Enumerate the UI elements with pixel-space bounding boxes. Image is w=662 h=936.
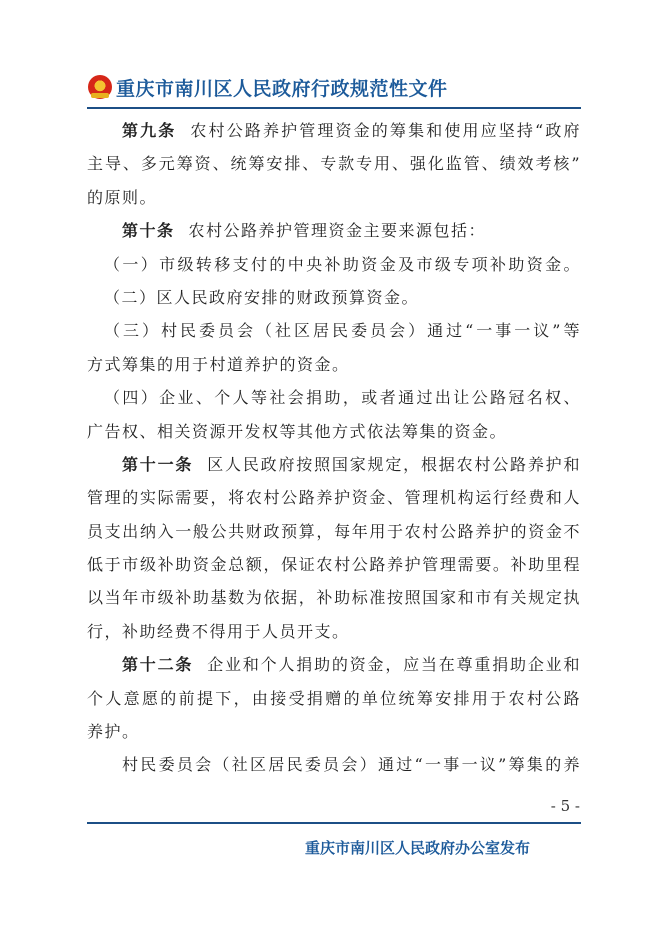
line-text: （一）市级转移支付的中央补助资金及市级专项补助资金。 — [104, 254, 581, 274]
text-line — [87, 615, 581, 648]
line-text: 管理的实际需要，将农村公路养护资金、管理机构运行经费和人 — [87, 488, 581, 508]
text-line — [87, 715, 581, 748]
line-text: （三）村民委员会（社区居民委员会）通过“一事一议”等 — [104, 321, 581, 341]
line-text: 的原则。 — [87, 187, 158, 207]
text-line — [87, 481, 581, 514]
text-line — [87, 682, 581, 715]
line-text: 区人民政府按照国家规定，根据农村公路养护和 — [207, 454, 581, 474]
article-heading: 第十一条 — [122, 454, 194, 474]
national-emblem-icon — [88, 75, 112, 99]
line-text: 村民委员会（社区居民委员会）通过“一事一议”筹集的养 — [122, 755, 581, 775]
text-line — [87, 348, 581, 381]
text-line — [87, 181, 581, 214]
header-divider — [87, 107, 581, 109]
text-line — [87, 147, 581, 180]
line-text: 广告权、相关资源开发权等其他方式依法筹集的资金。 — [87, 421, 508, 441]
line-text: （四）企业、个人等社会捐助，或者通过出让公路冠名权、 — [104, 388, 581, 408]
text-line — [87, 114, 581, 147]
header-title: 重庆市南川区人民政府行政规范性文件 — [116, 77, 448, 100]
line-text: （二）区人民政府安排的财政预算资金。 — [104, 287, 420, 307]
document-header — [88, 72, 448, 102]
line-text: 员支出纳入一般公共财政预算，每年用于农村公路养护的资金不 — [87, 521, 581, 541]
text-line — [87, 415, 581, 448]
line-text: 以当年市级补助基数为依据，补助标准按照国家和市有关规定执 — [87, 588, 581, 608]
line-text: 养护。 — [87, 722, 140, 742]
text-line — [87, 648, 581, 681]
text-line — [87, 214, 581, 247]
line-text: 低于市级补助资金总额，保证农村公路养护管理需要。补助里程 — [87, 555, 581, 575]
text-line — [87, 381, 581, 414]
text-line — [87, 248, 581, 281]
line-text: 主导、多元筹资、统筹安排、专款专用、强化监管、绩效考核” — [87, 154, 581, 174]
footer-publisher: 重庆市南川区人民政府办公室发布 — [305, 839, 531, 857]
article-heading: 第十二条 — [122, 655, 194, 675]
text-line — [87, 581, 581, 614]
text-line — [87, 281, 581, 314]
line-text: 个人意愿的前提下，由接受捐赠的单位统筹安排用于农村公路 — [87, 688, 581, 708]
line-text: 农村公路养护管理资金的筹集和使用应坚持“政府 — [190, 121, 581, 140]
document-body — [87, 114, 581, 782]
line-text: 企业和个人捐助的资金，应当在尊重捐助企业和 — [207, 655, 581, 675]
line-text: 农村公路养护管理资金主要来源包括： — [188, 221, 487, 241]
text-line — [87, 448, 581, 481]
text-line — [87, 748, 581, 781]
line-text: 方式筹集的用于村道养护的资金。 — [87, 354, 350, 374]
page-number: - 5 - — [550, 797, 580, 815]
footer-divider — [87, 822, 581, 824]
article-heading: 第九条 — [122, 121, 177, 140]
text-line — [87, 548, 581, 581]
text-line — [87, 314, 581, 347]
text-line — [87, 515, 581, 548]
line-text: 行，补助经费不得用于人员开支。 — [87, 621, 350, 641]
article-heading: 第十条 — [122, 221, 175, 241]
